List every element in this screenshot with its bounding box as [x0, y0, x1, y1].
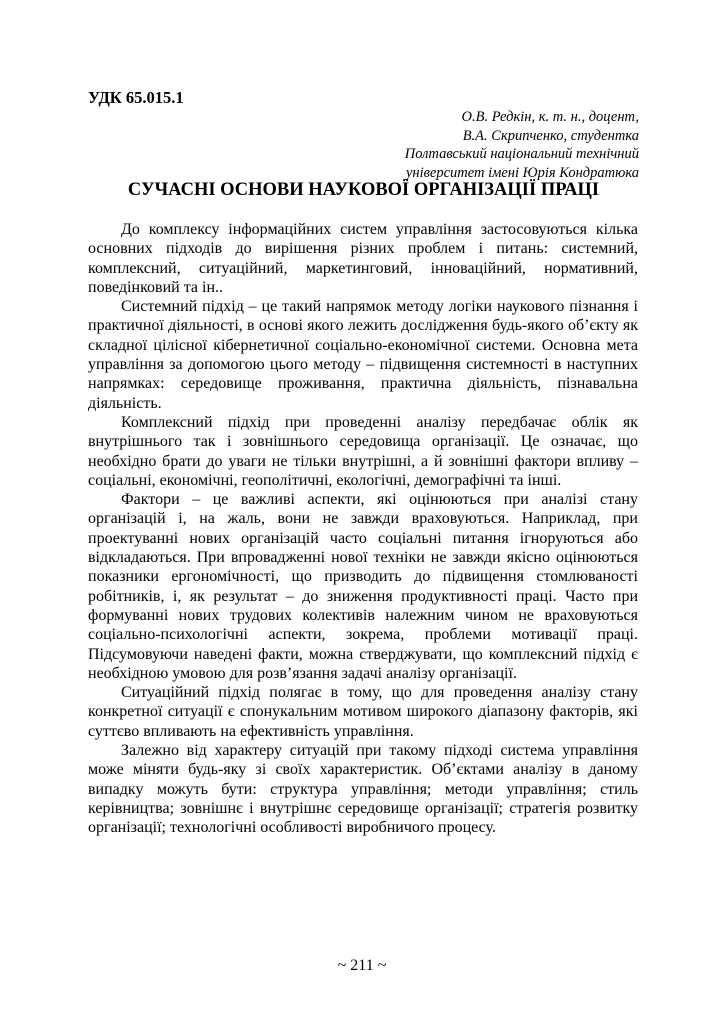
affiliation-line-2: університет імені Юрія Кондратюка: [405, 164, 639, 181]
paragraph-2: Системний підхід – це такий напрямок методу логіки наукового пізнання і практичної діяльності, в основі якого лежить дослідження будь-якого об’єкту як складної цілісної кібернетичної соціально-економічної системи. Основна мета управління за допомогою цього методу – підвищення системності в наступних напрямках: середовище проживання, практична діяльність, пізнавальна діяльність.: [88, 298, 638, 412]
author-block: [405, 108, 639, 182]
author-line-1: О.В. Редкін, к. т. н., доцент,: [461, 109, 639, 125]
paragraph-6: Залежно від характеру ситуацій при такому підході система управління може міняти будь-яку зі своїх характеристик. Об’єктами аналізу в даному випадку можуть бути: структура управління; методи управління; стиль керівництва; зовнішнє і внутрішнє середовище організації; стратегія розвитку організації; технологічні особливості виробничого процесу.: [88, 742, 638, 837]
affiliation-line-1: Полтавський національний технічний: [404, 146, 639, 162]
paragraph-5: Ситуаційний підхід полягає в тому, що для проведення аналізу стану конкретної ситуації є спонукальним мотивом широкого діапазону факторів, які суттєво впливають на ефективність управління.: [88, 684, 638, 740]
page-number: ~ 211 ~: [337, 957, 387, 974]
paragraph-1: До комплексу інформаційних систем управління застосовуються кілька основних підходів до вирішення різних проблем і питань: системний, комплексний, ситуаційний, маркетинговий, інноваційний, нормативний, поведінковий та ін..: [88, 221, 638, 296]
article-body: [88, 220, 638, 838]
author-line-2: В.А. Скрипченко, студентка: [462, 127, 639, 144]
paragraph-4: Фактори – це важливі аспекти, які оцінюються при аналізі стану організацій і, на жаль, вони не завжди враховуються. Наприклад, при проектуванні нових організацій часто соціальні питання ігноруються або відкладаються. При впровадженні нової техніки не завжди якісно оцінюються показники ергономічності, що призводить до підвищення стомлюваності робітників, і, як результат – до зниження продуктивності праці. Часто при формуванні нових трудових колективів належним чином не враховуються соціально-психологічні аспекти, зокрема, проблеми мотивації праці. Підсумовуючи наведені факти, можна стверджувати, що комплексний підхід є необхідною умовою для розв’язання задачі аналізу організації.: [88, 491, 638, 682]
udk-code: УДК 65.015.1: [88, 88, 184, 107]
article-title: СУЧАСНІ ОСНОВИ НАУКОВОЇ ОРГАНІЗАЦІЇ ПРАЦІ: [127, 180, 600, 200]
paragraph-3: Комплексний підхід при проведенні аналізу передбачає облік як внутрішнього так і зовнішнього середовища організації. Це означає, що необхідно брати до уваги не тільки внутрішні, а й зовнішні фактори впливу – соціальні, економічні, геополітичні, екологічні, демографічні та інші.: [88, 413, 638, 489]
